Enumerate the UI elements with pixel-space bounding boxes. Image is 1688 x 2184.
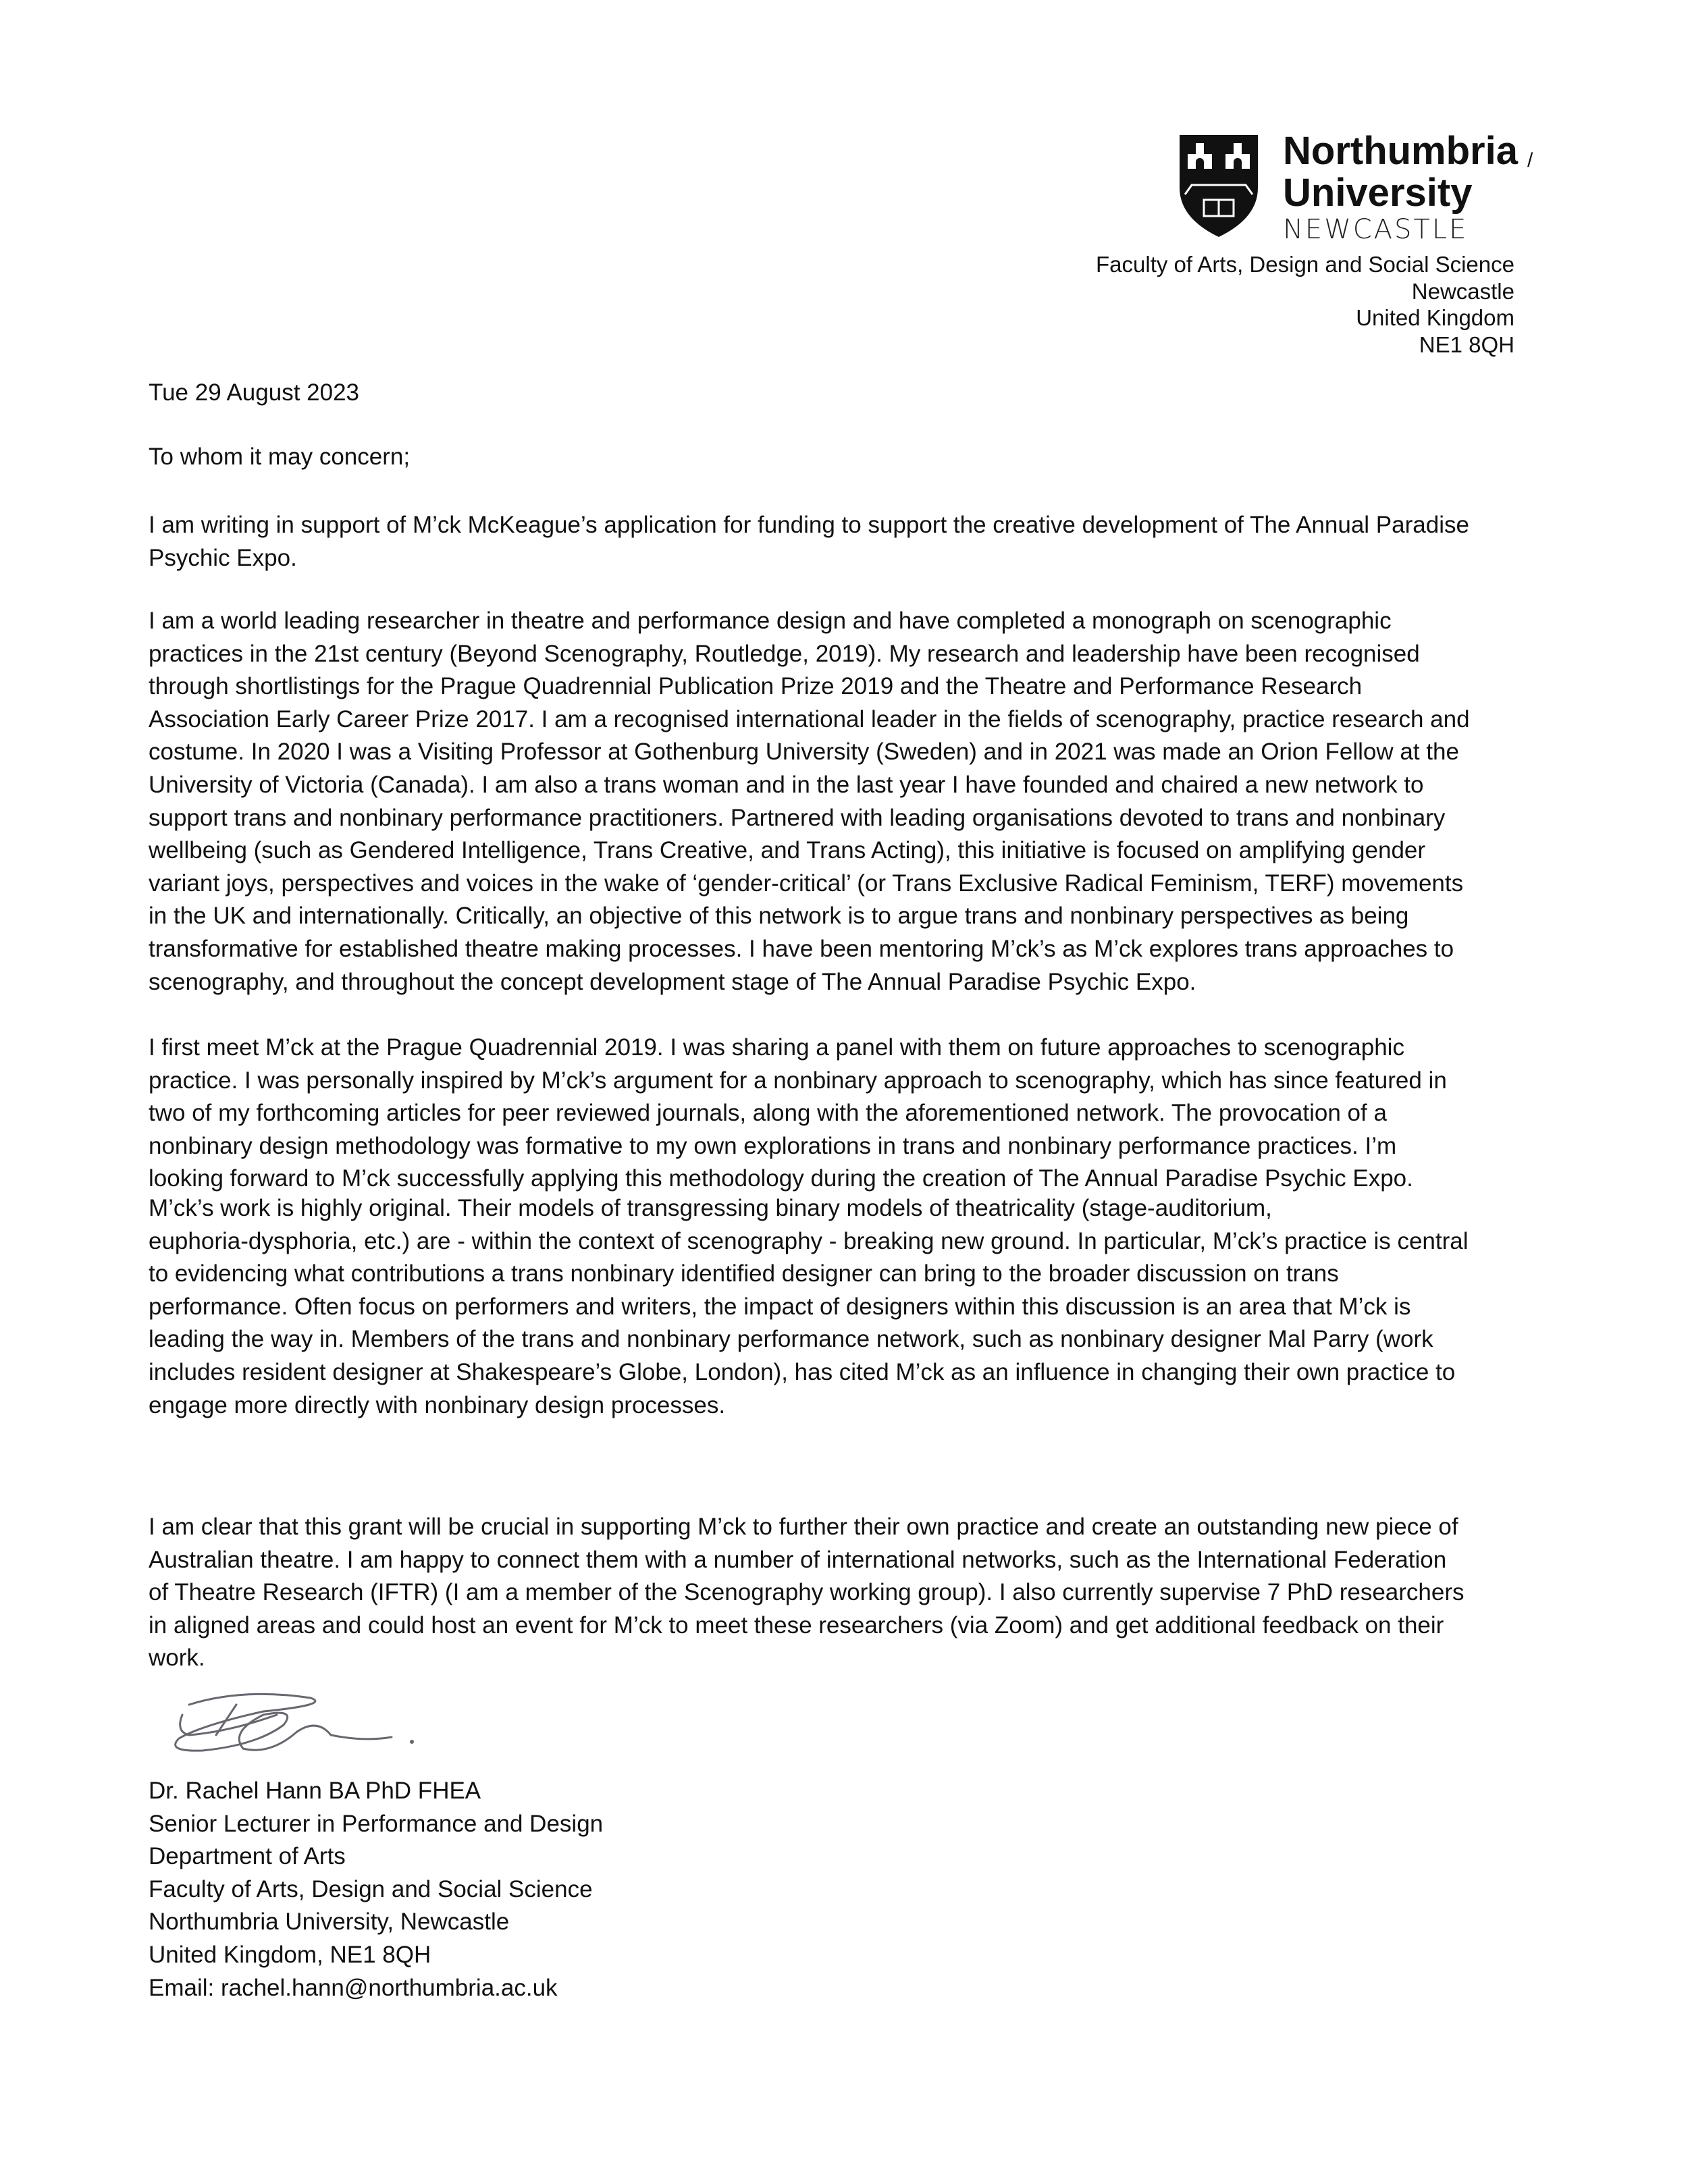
paragraph-line: in aligned areas and could host an event for M’ck to meet these researchers (via Zoom) and get additional feedback on their	[149, 1612, 1444, 1639]
paragraph-line: euphoria-dysphoria, etc.) are - within the context of scenography - breaking new ground. In particular, M’ck’s practice is central	[149, 1227, 1469, 1254]
paragraph-line: scenography, and throughout the concept development stage of The Annual Paradise Psychic Expo.	[149, 968, 1196, 995]
signature-block	[149, 1775, 603, 2004]
paragraph-line: leading the way in. Members of the trans and nonbinary performance network, such as nonbinary designer Mal Parry (work	[149, 1326, 1433, 1353]
paragraph-line: Australian theatre. I am happy to connect them with a number of international networks, such as the International Federation	[149, 1546, 1447, 1573]
paragraph-line: nonbinary design methodology was formative to my own explorations in trans and nonbinary performance practices. I’m	[149, 1132, 1397, 1159]
paragraph-line: of Theatre Research (IFTR) (I am a member of the Scenography working group). I also currently supervise 7 PhD researchers	[149, 1579, 1465, 1606]
paragraph-line: work.	[149, 1645, 205, 1672]
signer-country: United Kingdom, NE1 8QH	[149, 1941, 431, 1968]
paragraph-line: I am a world leading researcher in theatre and performance design and have completed a monograph on scenographic	[149, 608, 1392, 634]
signer-university: Northumbria University, Newcastle	[149, 1909, 510, 1936]
paragraph-line: Psychic Expo.	[149, 544, 297, 571]
paragraph	[149, 605, 1470, 998]
paragraph-line: practice. I was personally inspired by M’ck’s argument for a nonbinary approach to scenography, which has since featured in	[149, 1067, 1447, 1094]
address-line: NE1 8QH	[1419, 331, 1514, 357]
paragraph-line: University of Victoria (Canada). I am also a trans woman and in the last year I have founded and chaired a new network to	[149, 771, 1424, 798]
paragraph-line: practices in the 21st century (Beyond Scenography, Routledge, 2019). My research and leadership have been recognised	[149, 640, 1420, 667]
signer-faculty: Faculty of Arts, Design and Social Science	[149, 1875, 593, 1902]
paragraph-line: I am clear that this grant will be crucial in supporting M’ck to further their own practice and create an outstanding new piece of	[149, 1514, 1458, 1540]
paragraph-line: two of my forthcoming articles for peer reviewed journals, along with the aforementioned network. The provocation of a	[149, 1100, 1387, 1127]
logo-wordmark-university: University	[1283, 171, 1473, 215]
paragraph-line: to evidencing what contributions a trans nonbinary identified designer can bring to the broader discussion on trans	[149, 1260, 1339, 1287]
signer-email[interactable]: Email: rachel.hann@northumbria.ac.uk	[149, 1974, 558, 2001]
paragraph-line: looking forward to M’ck successfully applying this methodology during the creation of The Annual Paradise Psychic Expo.	[149, 1165, 1413, 1192]
salutation: To whom it may concern;	[149, 444, 411, 470]
paragraph-line: wellbeing (such as Gendered Intelligence, Trans Creative, and Trans Acting), this initiative is focused on amplifying gender	[149, 837, 1426, 864]
address-line: United Kingdom	[1356, 305, 1514, 330]
paragraph	[149, 509, 1469, 575]
paragraph-line: I am writing in support of M’ck McKeague’s application for funding to support the creative development of The Annual Paradise	[149, 512, 1469, 538]
paragraph-line: Association Early Career Prize 2017. I am a recognised international leader in the fields of scenography, practice research and	[149, 705, 1470, 733]
paragraph-line: support trans and nonbinary performance practitioners. Partnered with leading organisations devoted to trans and nonbinary	[149, 804, 1446, 831]
paragraph	[149, 1192, 1469, 1422]
paragraph	[149, 1511, 1465, 1675]
signer-department: Department of Arts	[149, 1843, 346, 1870]
handwritten-signature	[162, 1684, 446, 1759]
paragraph-line: performance. Often focus on performers and writers, the impact of designers within this discussion is an area that M’ck is	[149, 1293, 1411, 1320]
paragraph-line: M’ck’s work is highly original. Their models of transgressing binary models of theatricality (stage-auditorium,	[149, 1195, 1272, 1221]
address-line: Newcastle	[1411, 278, 1514, 304]
logo-wordmark-newcastle: NEWCASTLE	[1283, 214, 1469, 245]
university-crest-logo	[1178, 134, 1259, 238]
letter-date: Tue 29 August 2023	[149, 379, 360, 406]
signer-title: Senior Lecturer in Performance and Design	[149, 1810, 604, 1837]
stray-mark: /	[1527, 149, 1533, 171]
paragraph-line: engage more directly with nonbinary design processes.	[149, 1391, 726, 1418]
paragraph-line: through shortlistings for the Prague Quadrennial Publication Prize 2019 and the Theatre and Performance Research	[149, 673, 1363, 700]
paragraph-line: includes resident designer at Shakespeare’s Globe, London), has cited M’ck as an influence in changing their own practice to	[149, 1358, 1456, 1385]
paragraph	[149, 1032, 1447, 1196]
sender-address	[1096, 251, 1514, 358]
address-line: Faculty of Arts, Design and Social Science	[1096, 252, 1514, 277]
logo-wordmark-northumbria: Northumbria	[1283, 129, 1518, 173]
paragraph-line: in the UK and internationally. Critically, an objective of this network is to argue trans and nonbinary perspectives as being	[149, 903, 1409, 930]
paragraph-line: transformative for established theatre making processes. I have been mentoring M’ck’s as M’ck explores trans approaches to	[149, 935, 1454, 962]
paragraph-line: costume. In 2020 I was a Visiting Professor at Gothenburg University (Sweden) and in 2021 was made an Orion Fellow at the	[149, 739, 1459, 766]
paragraph-line: I first meet M’ck at the Prague Quadrennial 2019. I was sharing a panel with them on future approaches to scenographic	[149, 1034, 1404, 1061]
signer-name: Dr. Rachel Hann BA PhD FHEA	[149, 1778, 481, 1804]
paragraph-line: variant joys, perspectives and voices in the wake of ‘gender-critical’ (or Trans Exclusive Radical Feminism, TERF) movements	[149, 870, 1464, 897]
